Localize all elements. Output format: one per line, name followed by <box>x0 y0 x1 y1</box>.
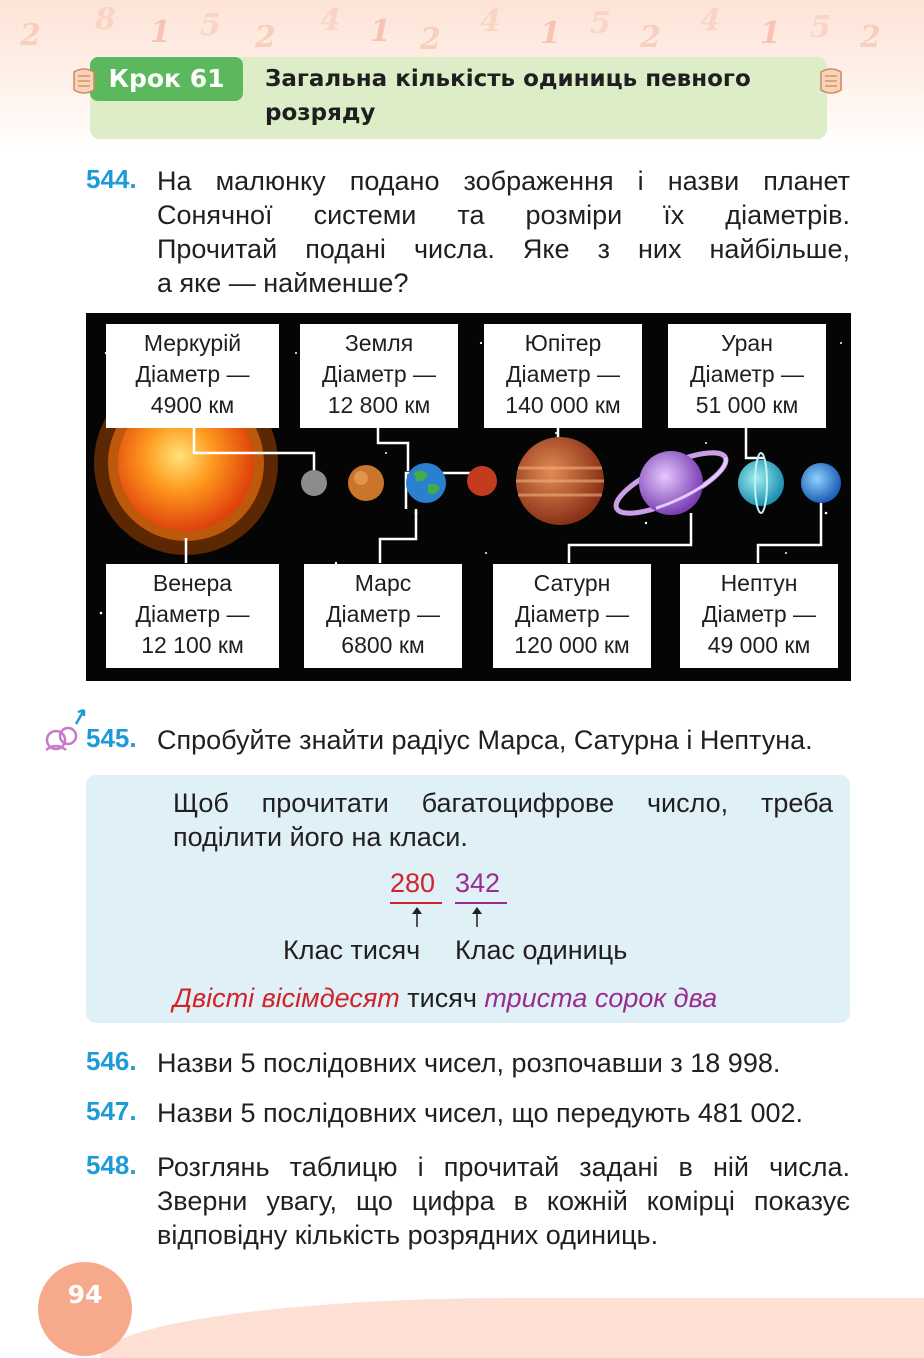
planet-card <box>680 564 838 668</box>
diameter-value: 12 800 км <box>327 392 431 418</box>
text-line: а яке — найменше? <box>157 268 409 298</box>
text-line: відповідну кількість розрядних одиниць. <box>157 1220 659 1250</box>
text-line: поділити його на класи. <box>173 822 468 852</box>
diameter-label: Діаметр — <box>505 361 621 387</box>
reading-middle: тисяч <box>407 983 477 1013</box>
decorative-digit: 5 <box>200 8 221 43</box>
decorative-digit: 4 <box>480 4 501 39</box>
class-thousands-underline <box>390 902 442 904</box>
number-reading <box>173 981 833 1015</box>
planet-card <box>300 324 458 428</box>
task-number: 546. <box>86 1046 137 1076</box>
mars <box>467 466 497 496</box>
arrow-up-icon <box>410 906 424 928</box>
text-line: На малюнку подано зображення і назви планет <box>157 166 850 196</box>
saturn <box>609 441 733 524</box>
connector-lines <box>186 423 821 563</box>
planet-card <box>493 564 651 668</box>
decorative-digit: 5 <box>590 6 611 41</box>
diameter-label: Діаметр — <box>325 601 441 627</box>
planet-name: Уран <box>721 330 773 356</box>
decorative-digit: 1 <box>150 15 171 50</box>
diameter-value: 4900 км <box>150 392 235 418</box>
planet-name: Юпітер <box>524 330 602 356</box>
task-548-text <box>157 1150 850 1252</box>
reading-units: триста сорок два <box>484 983 718 1013</box>
diameter-value: 6800 км <box>341 632 425 658</box>
planet-card <box>106 564 279 668</box>
decorative-digit: 1 <box>370 14 391 49</box>
decorative-digit: 2 <box>640 20 661 55</box>
solar-system-illustration <box>86 313 851 681</box>
text-line: Сонячної системи та розміри їх діаметрів. <box>157 200 850 230</box>
decorative-digit: 8 <box>95 2 116 37</box>
class-units-underline <box>455 902 507 904</box>
task-547-text: Назви 5 послідовних чисел, що передують 481 002. <box>157 1098 804 1128</box>
planet-card <box>668 324 826 428</box>
decorative-digit: 2 <box>20 18 41 53</box>
planet-card <box>484 324 642 428</box>
diameter-value: 51 000 км <box>695 392 799 418</box>
diameter-value: 120 000 км <box>514 632 630 658</box>
diameter-label: Діаметр — <box>135 361 250 387</box>
diameter-label: Діаметр — <box>701 601 817 627</box>
mercury <box>301 470 327 496</box>
planet-name: Марс <box>354 570 412 596</box>
task-546-text: Назви 5 послідовних чисел, розпочавши з 18 998. <box>157 1048 781 1078</box>
diameter-value: 49 000 км <box>707 632 811 658</box>
class-thousands-digits: 280 <box>390 868 436 898</box>
planet-name: Земля <box>344 330 414 356</box>
class-thousands-label: Клас тисяч <box>283 935 421 965</box>
neptune <box>801 463 841 503</box>
venus <box>348 465 384 501</box>
text-line: Щоб прочитати багатоцифрове число, треба <box>173 788 833 818</box>
page-number: 94 <box>67 1280 103 1309</box>
page-number-badge <box>38 1262 132 1356</box>
diameter-value: 140 000 км <box>505 392 621 418</box>
planet-card <box>304 564 462 668</box>
bottom-decorative-wave <box>100 1298 924 1358</box>
task-number: 548. <box>86 1150 137 1180</box>
pair-work-icon <box>42 706 90 756</box>
planet-name: Меркурій <box>143 330 242 356</box>
class-units-digits: 342 <box>455 868 501 898</box>
task-545-text: Спробуйте знайти радіус Марса, Сатурна і Нептуна. <box>157 725 813 755</box>
diameter-label: Діаметр — <box>321 361 437 387</box>
jupiter <box>516 437 604 525</box>
reading-thousands: Двісті вісімдесят <box>173 983 400 1013</box>
earth <box>406 463 446 503</box>
decorative-digit: 4 <box>700 3 721 38</box>
lesson-title: Загальна кількість одиниць певного розряду <box>265 66 751 126</box>
text-line: Розглянь таблицю і прочитай задані в ній числа. <box>157 1152 850 1182</box>
task-544-text <box>157 164 850 300</box>
pointing-hand-icon <box>70 64 98 98</box>
task-number: 544. <box>86 164 137 194</box>
pointing-hand-icon <box>817 64 845 98</box>
decorative-digit: 5 <box>810 10 831 45</box>
planet-name: Сатурн <box>533 570 611 596</box>
decorative-digit: 2 <box>420 22 441 57</box>
rule-text <box>173 786 833 854</box>
diameter-label: Діаметр — <box>135 601 250 627</box>
arrow-up-icon <box>470 906 484 928</box>
decorative-digit: 2 <box>860 20 881 55</box>
decorative-digit: 1 <box>760 16 781 51</box>
decorative-digit: 2 <box>255 20 276 55</box>
uranus <box>738 453 784 513</box>
decorative-digit: 1 <box>540 16 561 51</box>
decorative-digit: 4 <box>320 3 341 38</box>
task-number: 547. <box>86 1096 137 1126</box>
diameter-label: Діаметр — <box>689 361 805 387</box>
diameter-value: 12 100 км <box>141 632 244 658</box>
text-line: Зверни увагу, що цифра в кожній комірці показує <box>157 1186 850 1216</box>
step-badge: Крок 61 <box>90 57 243 101</box>
task-number: 545. <box>86 723 137 753</box>
text-line: Прочитай подані числа. Яке з них найбільше, <box>157 234 850 264</box>
planet-name: Венера <box>152 570 233 596</box>
class-units-label: Клас одиниць <box>455 935 628 965</box>
planet-card <box>106 324 279 428</box>
planet-name: Нептун <box>720 570 798 596</box>
diameter-label: Діаметр — <box>514 601 630 627</box>
